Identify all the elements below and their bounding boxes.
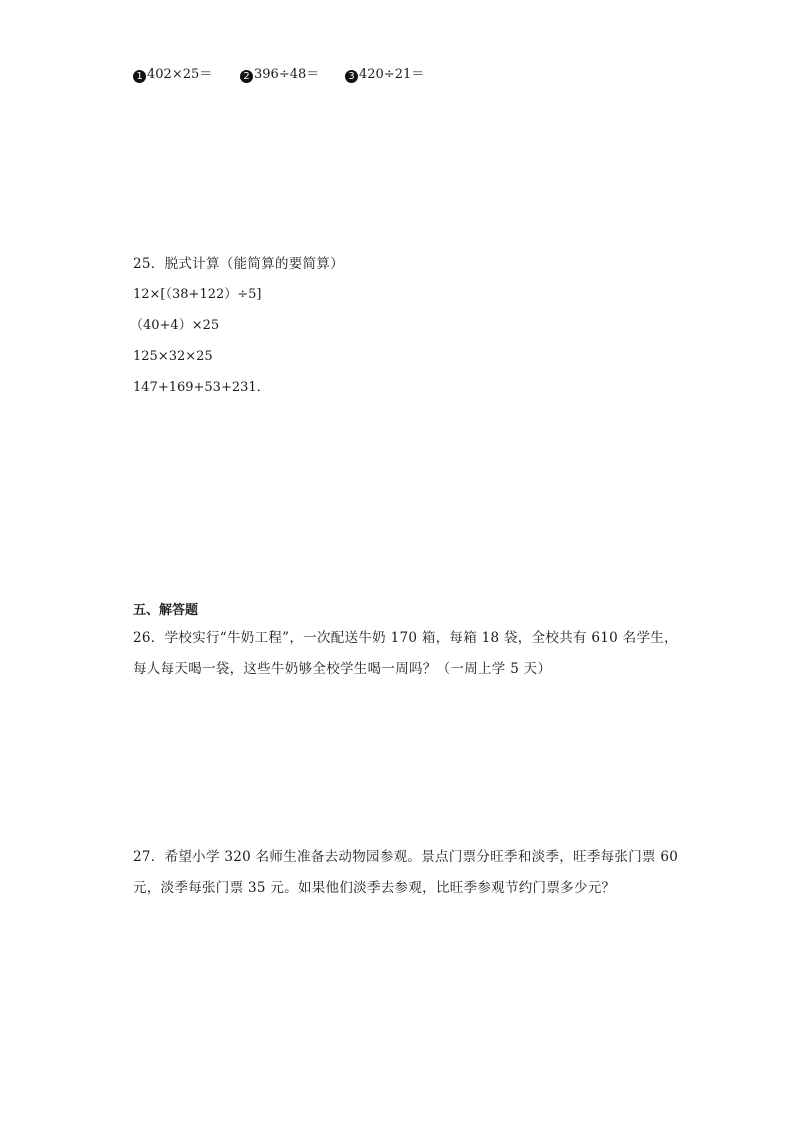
q24-item-2 xyxy=(240,66,319,84)
q24-expr-2: 396÷48＝ xyxy=(254,67,320,82)
q26-line-1: 26．学校实行“牛奶工程”，一次配送牛奶 170 箱，每箱 18 袋，全校共有 610 名学生， xyxy=(133,630,678,646)
circled-number-3: 3 xyxy=(345,70,358,83)
q26-line-2: 每人每天喝一袋，这些牛奶够全校学生喝一周吗？（一周上学 5 天） xyxy=(133,661,552,677)
section-heading: 五、解答题 xyxy=(133,603,199,618)
q25-line-1: 12×[（38+122）÷5] xyxy=(133,287,262,302)
q24-expr-1: 402×25＝ xyxy=(147,67,213,82)
q24-item-3 xyxy=(345,66,424,84)
q25-title: 25．脱式计算（能简算的要简算） xyxy=(133,256,344,272)
circled-number-2: 2 xyxy=(240,70,253,83)
q25-line-4: 147+169+53+231． xyxy=(133,380,270,395)
q24-item-1 xyxy=(133,66,212,84)
q27-line-2: 元，淡季每张门票 35 元。如果他们淡季去参观，比旺季参观节约门票多少元？ xyxy=(133,880,616,896)
q27-line-1: 27．希望小学 320 名师生准备去动物园参观。景点门票分旺季和淡季，旺季每张门票 60 xyxy=(133,849,679,865)
q24-expr-3: 420÷21＝ xyxy=(359,67,425,82)
circled-number-1: 1 xyxy=(133,70,146,83)
q25-line-2: （40+4）×25 xyxy=(130,318,220,333)
q24-expressions xyxy=(133,66,433,84)
q25-line-3: 125×32×25 xyxy=(133,349,213,364)
